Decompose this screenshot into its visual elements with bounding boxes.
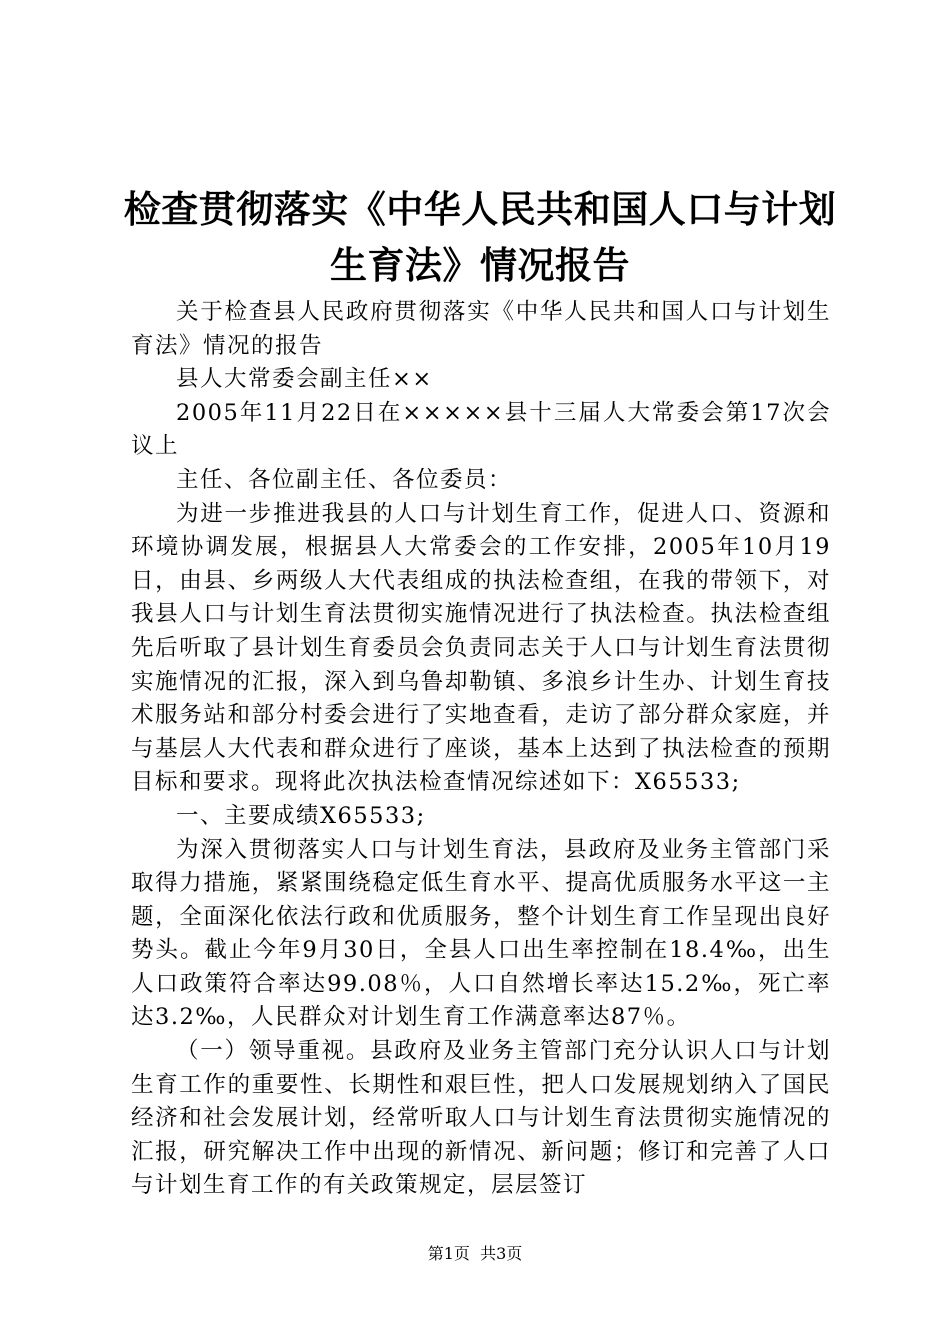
paragraph: 县人大常委会副主任×× xyxy=(176,366,433,393)
paragraph: 为进一步推进我县的人口与计划生育工作，促进人口、资源和环境协调发展，根据县人大常委会的工作安排，2005年10月19日，由县、乡两级人大代表组成的执法检查组，在我的带领下，对我县人口与计划生育法贯彻实施情况进行了执法检查。执法检查组先后听取了县计划生育委员会负责同志关于人口与计划生育法贯彻实施情况的汇报，深入到乌鲁却勒镇、多浪乡计生办、计划生育技术服务站和部分村委会进行了实地查看，走访了部分群众家庭，并与基层人大代表和群众进行了座谈，基本上达到了执法检查的预期目标和要求。现将此次执法检查情况综述如下：X65533; xyxy=(131,500,831,796)
paragraph: 为深入贯彻落实人口与计划生育法，县政府及业务主管部门采取得力措施，紧紧围绕稳定低生育水平、提高优质服务水平这一主题，全面深化依法行政和优质服务，整个计划生育工作呈现出良好势头。截止今年9月30日，全县人口出生率控制在18.4‰，出生人口政策符合率达99.08％，人口自然增长率达15.2‰，死亡率达3.2‰，人民群众对计划生育工作满意率达87％。 xyxy=(131,836,831,1031)
paragraph: 2005年11月22日在×××××县十三届人大常委会第17次会议上 xyxy=(131,399,831,460)
paragraph: 关于检查县人民政府贯彻落实《中华人民共和国人口与计划生育法》情况的报告 xyxy=(131,299,831,359)
paragraph: 一、主要成绩X65533; xyxy=(176,802,426,829)
page-number-footer: 第1页 共3页 xyxy=(427,1244,523,1263)
paragraph: 主任、各位副主任、各位委员： xyxy=(176,466,513,493)
paragraph: （一）领导重视。县政府及业务主管部门充分认识人口与计划生育工作的重要性、长期性和艰巨性，把人口发展规划纳入了国民经济和社会发展计划，经常听取人口与计划生育法贯彻实施情况的汇报，研究解决工作中出现的新情况、新问题；修订和完善了人口与计划生育工作的有关政策规定，层层签订 xyxy=(131,1038,831,1199)
document-body xyxy=(131,296,831,1203)
document-title: 检查贯彻落实《中华人民共和国人口与计划生育法》情况报告 xyxy=(123,188,837,287)
